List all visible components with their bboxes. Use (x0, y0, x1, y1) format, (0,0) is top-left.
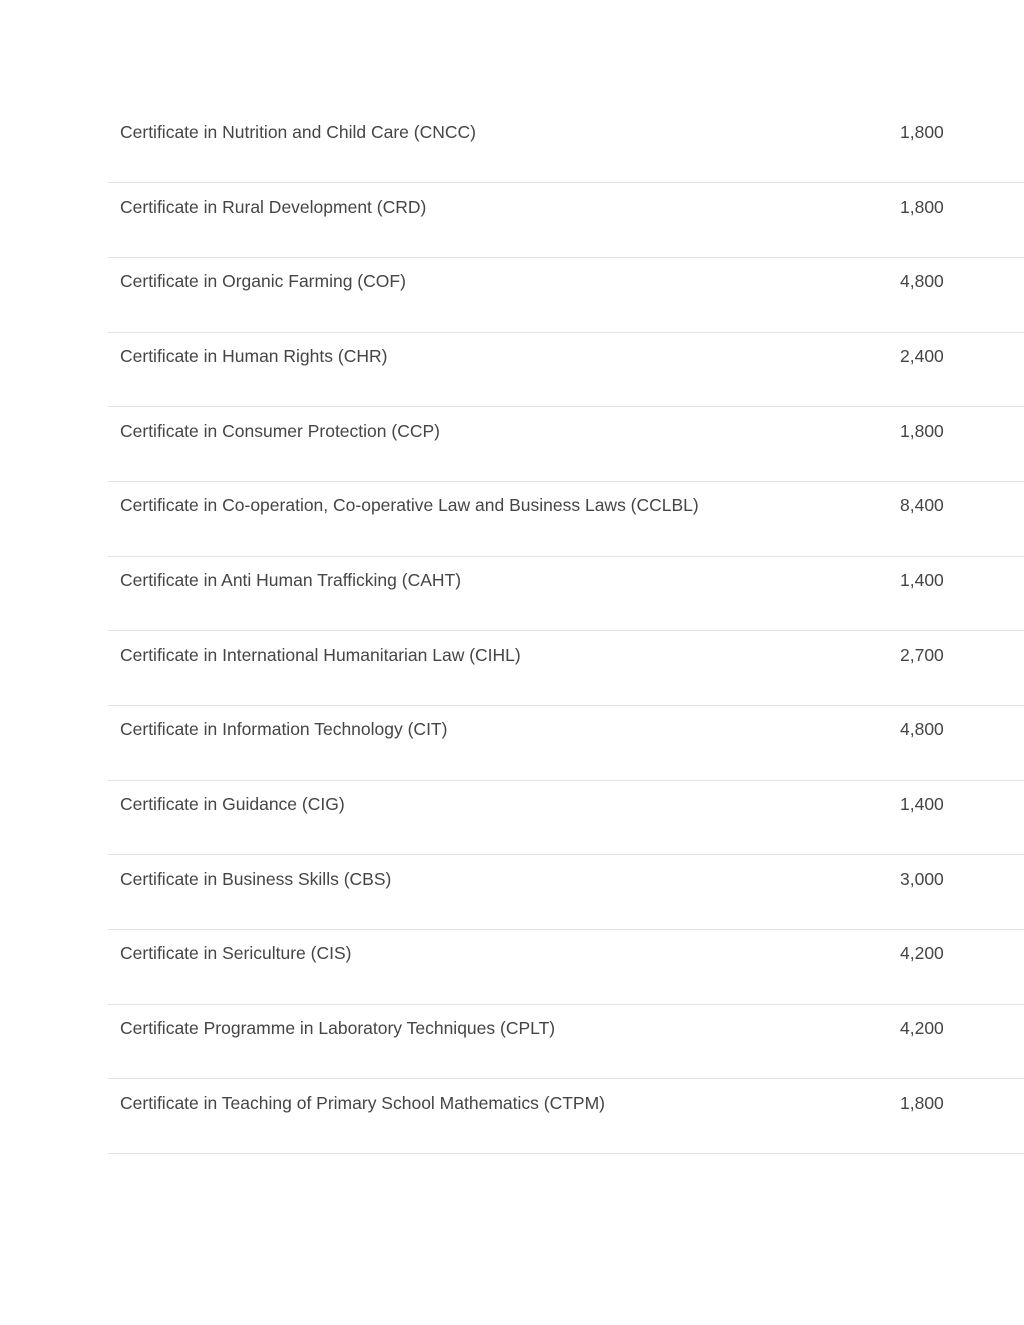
course-fee: 1,800 (900, 108, 1024, 183)
table-row (108, 407, 1024, 482)
course-fee: 3,000 (900, 855, 1024, 930)
course-fee-table (108, 108, 1024, 1154)
table-row (108, 481, 1024, 556)
course-fee: 4,200 (900, 930, 1024, 1005)
table-row (108, 108, 1024, 183)
course-rows (108, 108, 1024, 1154)
course-name: Certificate Programme in Laboratory Techniques (CPLT) (108, 1004, 900, 1079)
course-name: Certificate in Business Skills (CBS) (108, 855, 900, 930)
course-fee: 1,800 (900, 183, 1024, 258)
course-name: Certificate in Guidance (CIG) (108, 780, 900, 855)
course-name: Certificate in Teaching of Primary School Mathematics (CTPM) (108, 1079, 900, 1154)
course-fee: 4,800 (900, 257, 1024, 332)
course-name: Certificate in Organic Farming (COF) (108, 257, 900, 332)
course-name: Certificate in Consumer Protection (CCP) (108, 407, 900, 482)
course-fee: 4,800 (900, 706, 1024, 781)
table-row (108, 556, 1024, 631)
course-name: Certificate in Sericulture (CIS) (108, 930, 900, 1005)
table-row (108, 780, 1024, 855)
course-name: Certificate in Human Rights (CHR) (108, 332, 900, 407)
course-fee: 2,400 (900, 332, 1024, 407)
course-fee: 4,200 (900, 1004, 1024, 1079)
course-name: Certificate in Co-operation, Co-operative Law and Business Laws (CCLBL) (108, 481, 900, 556)
course-fee: 1,800 (900, 407, 1024, 482)
course-name: Certificate in Rural Development (CRD) (108, 183, 900, 258)
table-row (108, 332, 1024, 407)
table-row (108, 631, 1024, 706)
table-row (108, 1079, 1024, 1154)
course-name: Certificate in International Humanitarian Law (CIHL) (108, 631, 900, 706)
course-fee: 1,400 (900, 556, 1024, 631)
course-name: Certificate in Anti Human Trafficking (CAHT) (108, 556, 900, 631)
course-name: Certificate in Information Technology (CIT) (108, 706, 900, 781)
course-name: Certificate in Nutrition and Child Care (CNCC) (108, 108, 900, 183)
table-row (108, 1004, 1024, 1079)
course-fee: 8,400 (900, 481, 1024, 556)
table-row (108, 183, 1024, 258)
table-row (108, 930, 1024, 1005)
course-fee: 1,800 (900, 1079, 1024, 1154)
table-row (108, 257, 1024, 332)
course-fee: 2,700 (900, 631, 1024, 706)
table-row (108, 706, 1024, 781)
table-row (108, 855, 1024, 930)
course-fee: 1,400 (900, 780, 1024, 855)
